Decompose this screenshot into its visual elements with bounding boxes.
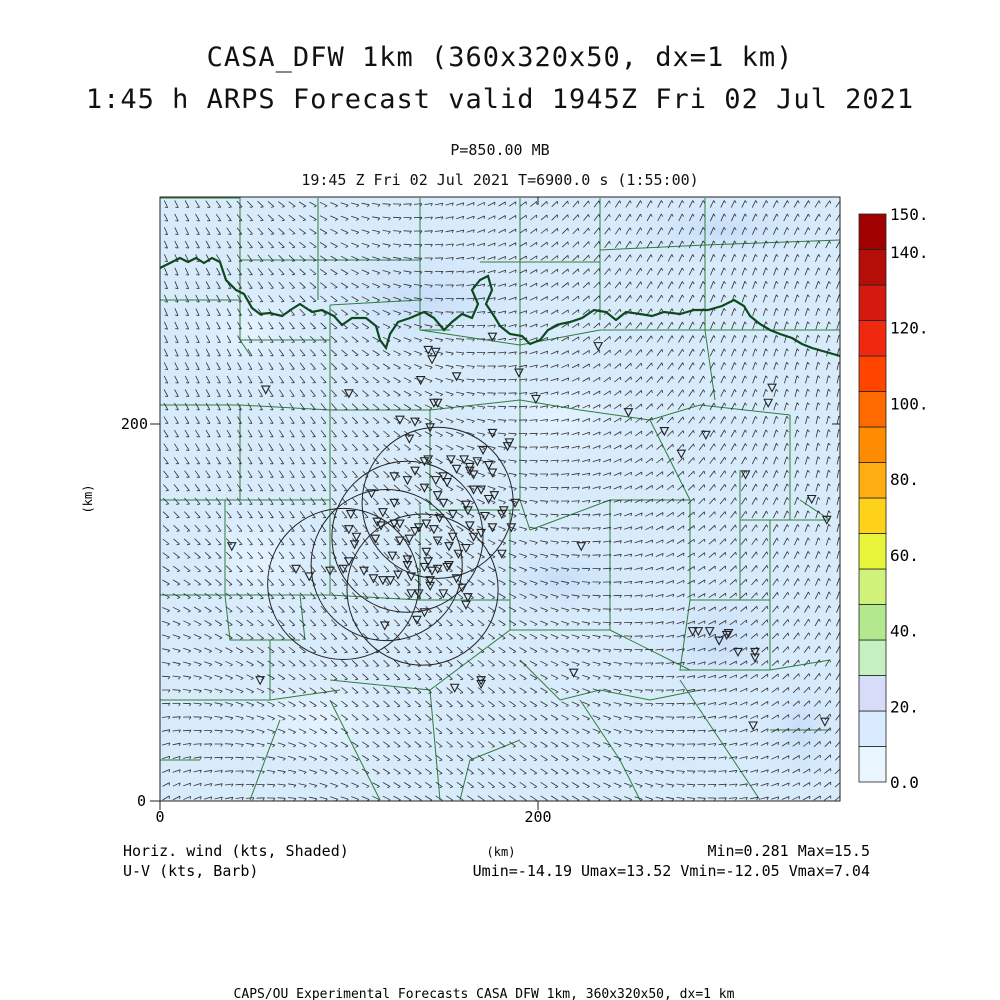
pressure-level-label: P=850.00 MB [450, 141, 550, 159]
wind-speed-shading [160, 190, 850, 801]
colorbar-tick-label: 20. [890, 697, 919, 717]
colorbar-bin [859, 605, 886, 641]
colorbar-tick-label: 40. [890, 621, 919, 641]
colorbar-bin [859, 569, 886, 605]
x-tick-label: 200 [524, 808, 552, 826]
colorbar-bin [859, 214, 886, 250]
colorbar-bin [859, 498, 886, 534]
forecast-title: 1:45 h ARPS Forecast valid 1945Z Fri 02 Jul 2021 [85, 84, 915, 115]
barb-variable-label: U-V (kts, Barb) [123, 862, 259, 880]
colorbar-tick-label: 0.0 [890, 773, 919, 792]
colorbar-bin [859, 676, 886, 712]
y-tick-label: 200 [120, 415, 148, 433]
colorbar-bin [859, 392, 886, 428]
y-tick-label: 0 [136, 792, 146, 810]
colorbar-bin [859, 747, 886, 783]
x-tick-label: 0 [155, 808, 165, 826]
colorbar-bin [859, 711, 886, 747]
map-title: CASA_DFW 1km (360x320x50, dx=1 km) [206, 42, 794, 73]
colorbar-tick-label: 60. [890, 545, 919, 565]
colorbar-tick-label: 140. [890, 242, 929, 262]
uv-range-label: Umin=-14.19 Umax=13.52 Vmin=-12.05 Vmax=7.04 [472, 862, 870, 880]
colorbar-labels [890, 205, 929, 792]
colorbar-tick-label: 150. [890, 205, 929, 224]
shaded-variable-label: Horiz. wind (kts, Shaded) [123, 842, 349, 860]
colorbar-bin [859, 250, 886, 286]
y-axis-label: (km) [81, 484, 95, 514]
colorbar-tick-label: 80. [890, 470, 919, 490]
colorbar-bin [859, 321, 886, 357]
x-axis-label: (km) [486, 845, 516, 859]
colorbar-bin [859, 534, 886, 570]
colorbar-tick-label: 120. [890, 318, 929, 338]
valid-time-label: 19:45 Z Fri 02 Jul 2021 T=6900.0 s (1:55:00) [301, 171, 699, 189]
colorbar [859, 214, 886, 782]
credit-line: CAPS/OU Experimental Forecasts CASA DFW 1km, 360x320x50, dx=1 km [233, 987, 735, 1000]
colorbar-bin [859, 356, 886, 392]
colorbar-bin [859, 640, 886, 676]
colorbar-bin [859, 427, 886, 463]
min-max-label: Min=0.281 Max=15.5 [707, 842, 870, 860]
colorbar-tick-label: 100. [890, 394, 929, 414]
colorbar-bin [859, 285, 886, 321]
colorbar-bin [859, 463, 886, 499]
